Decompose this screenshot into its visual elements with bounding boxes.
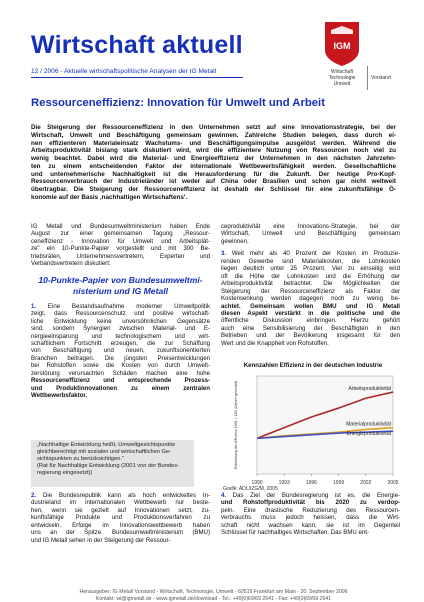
- section-subhead: [31, 275, 210, 297]
- x-tick-label: 2002: [360, 480, 372, 486]
- text-line: kunftsfähige Produkte und Produktionsverfahren zu: [31, 514, 210, 522]
- title-rule: [31, 77, 243, 78]
- text-line: dustrieland im internationalen Wettbewerb nur beste-: [31, 499, 210, 507]
- lead-line: konomie auf der Basis ‚nachhaltigen Wirtschaftens'.: [31, 193, 188, 201]
- intro-paragraph: [31, 223, 210, 268]
- right-column-bottom: [221, 492, 400, 542]
- text-line: Verbandsvertretern diskutiert:: [31, 260, 111, 268]
- text-line: Schlüssel für nachhaltiges Wirtschaften. Das BMU ent-: [221, 529, 370, 537]
- quote-box: [31, 440, 194, 487]
- text-line: gewinnen.: [221, 237, 249, 245]
- lead-paragraph: [31, 124, 396, 202]
- left-column-bottom: [31, 492, 210, 549]
- text-line: liegen deutlich unter 25 Prozent. Viel zu einseitig wird: [221, 265, 400, 273]
- text-line: Ressourceneffizienz und entsprechende Prozess-: [31, 377, 210, 385]
- point-number: 2.: [31, 492, 37, 499]
- subhead-line: 10-Punkte-Papier von Bundesumweltmi-: [38, 274, 203, 285]
- lead-line: nen effizienteren Materialeinsatz Wachstums- und Beschäftigungsimpulse ausgelöst werden. Während die: [31, 139, 396, 147]
- point-number: 1.: [31, 302, 37, 310]
- lead-line: und unternehmerische Nachhaltigkeit ist die Herausforderung für die Zukunft. Der heutige Pro-Kopf-: [31, 170, 396, 178]
- text-line: Branchen beitragen. Die jüngsten Preisentwicklungen: [31, 354, 210, 362]
- y-axis-label: Entwicklung der Effizienz 1991 = 100 (Zahlen gerundet): [234, 380, 238, 470]
- text-line: sind, sondern Synergien zwischen Material- und E-: [31, 325, 210, 333]
- chart-title: Kennzahlen Effizienz in der deutschen Industrie: [243, 362, 383, 369]
- text-line: nergieeinsparung und technologischem und wirt-: [31, 332, 210, 340]
- lead-line: Arbeitsproduktivität bislang stark diskutiert wird, wird die effizientere Nutzung von Ressourcen noch viel zu: [31, 147, 396, 155]
- point-1-paragraph: [31, 303, 210, 400]
- text-line: Eine Bestandsaufnahme moderner Umweltpolitik: [36, 302, 210, 310]
- text-line: auch eine Sensibilisierung der Beschäftigten in den: [221, 324, 400, 332]
- series-label: Arbeitsproduktivität: [348, 386, 391, 393]
- quote-line: (Rat für Nachhaltige Entwicklung (2001 von der Bundes-: [37, 463, 179, 469]
- lead-line: Ressourcenverbrauch der Industrieländer ist weder auf China oder Brasilien und schon gar nicht weltweit: [31, 178, 396, 186]
- text-line: und IG Metall sehen in der Steigerung der Ressour-: [31, 536, 171, 544]
- text-line: oft die Höhe der Lohnkosten und die Erhöhung der: [221, 272, 400, 280]
- lead-line: Wirtschaft, Umwelt und Beschäftigung gemeinsam gewinnen. Zahlreiche Studien belegen, dass durch ei-: [31, 131, 396, 139]
- text-line: Wirtschaft, Umwelt und Beschäftigung gemeinsam: [221, 230, 400, 238]
- point-number: 4.: [221, 492, 227, 499]
- department-line: Technologie: [328, 75, 356, 82]
- lead-line: ten zu einem entscheidenden Faktor der internationale Wettbewerbsfähigkeit werden. Gesellschaftliche: [31, 162, 396, 170]
- footer-line: Kontakt: wi@igmetall.de - www.igmetall.de/download - Tel.: +49(0)69/69 2641 - Fax: +49(0)69/69 2641: [95, 595, 332, 602]
- text-line: und Rohstoffproduktivität bis 2020 zu verdop-: [221, 499, 400, 507]
- text-line: peln. Eine drastische Reduzierung des Ressourcen-: [221, 506, 400, 514]
- text-line: August zur einer gemeinsamen Tagung „Ressour-: [31, 230, 210, 238]
- lead-line: Die Steigerung der Ressourceneffizienz in den Unternehmen setzt auf eine Innovationsstrategie, bei der: [31, 124, 396, 131]
- text-line: Wettbewerbsfaktor.: [31, 392, 88, 400]
- x-tick-label: 1999: [333, 480, 345, 486]
- x-tick-label: 1990: [251, 480, 263, 486]
- text-line: und Produktinnovationen zu einem zentralen: [31, 384, 210, 392]
- x-tick-label: 1996: [305, 480, 317, 486]
- series-label: Energieproduktivität: [346, 431, 391, 438]
- x-tick-label: 2005: [387, 480, 399, 486]
- vorstand-label: Vorstand: [371, 75, 391, 81]
- text-line: von Beschäftigung und neuen, zukunftsorientierten: [31, 347, 210, 355]
- subhead-line: nisterium und IG Metall: [72, 285, 169, 296]
- text-line: schaftlichem Fortschritt erzeugen, die zur Schaffung: [31, 339, 210, 347]
- text-line: schaft nicht wachsen kann, sie ist im Gegenteil: [221, 521, 400, 529]
- article-headline: Ressourceneffizienz: Innovation für Umwelt und Arbeit: [31, 97, 325, 109]
- right-column: [221, 223, 400, 352]
- text-line: achtet. Gemeinsam wollen BMU und IG Metall: [221, 302, 400, 310]
- text-line: öffentliche Diskussion einbringen. Hierzu gehört: [221, 317, 400, 325]
- continuation-paragraph: [221, 223, 400, 245]
- text-line: Das Ziel der Bundesregierung ist es, die Energie-: [226, 492, 400, 499]
- efficiency-line-chart: [229, 372, 397, 488]
- newsletter-subtitle: 12 / 2006 - Aktuelle wirtschaftspolitische Analysen der IG Metall: [31, 68, 217, 75]
- text-line: bei Rohstoffen sowie die Kosten von durch Umwelt-: [31, 362, 210, 370]
- point-4-paragraph: [221, 492, 400, 537]
- text-line: diesen Aspekt verstärkt in die politische und die: [221, 309, 400, 317]
- text-line: hen, wenn sie gezielt auf Innovationen setzt, zu-: [31, 506, 210, 514]
- text-line: Die Bundesrepublik kann als hoch entwickeltes In-: [36, 492, 210, 499]
- point-3-paragraph: [221, 250, 400, 347]
- ig-metall-logo: [323, 20, 361, 68]
- text-line: Arbeitsproduktivität betrachtet. Die Möglichkeiten der: [221, 280, 400, 288]
- quote-line: gleichberechtigt mit sozialen und wirtschaftlichen Ge-: [37, 449, 172, 455]
- text-line: IG Metall und Bundesumweltministerium haben Ende: [31, 223, 210, 230]
- text-line: verbrauchs muss jedoch heissen, dass die Wirt-: [221, 514, 400, 522]
- footer-line: Herausgeber: IG Metall Vorstand - Wirtschaft, Technologie, Umwelt - 60519 Frankfurt am Main - 20. September 2006: [79, 589, 348, 595]
- text-line: Weit mehr als 40 Prozent der Kosten im Produzie-: [226, 250, 400, 258]
- text-line: liche Entwicklung keine unversöhnlichen Gegensätze: [31, 317, 210, 325]
- point-number: 3.: [221, 250, 227, 258]
- text-line: Steigerung der Ressourceneffizienz als Faktor der: [221, 287, 400, 295]
- x-tick-label: 1993: [278, 480, 290, 486]
- text-line: zeigt, dass Ressourcenschutz und positive wirtschaft-: [31, 310, 210, 318]
- text-line: renden Gewerbe sind Materialkosten, die Lohnkosten: [221, 257, 400, 265]
- text-line: ze" ein 10-Punkte-Papier vorgestellt und mit 300 Be-: [31, 245, 210, 253]
- series-label: Materialproduktivität: [346, 421, 391, 428]
- page-footer: [31, 589, 396, 602]
- left-column: [31, 223, 210, 405]
- lead-line: übertragbar. Die Steigerung der Ressourceneffizienz ist deshalb der Schlüssel für eine zukunftsfähige Ö-: [31, 186, 396, 193]
- text-line: ceproduktivität eine Innovations-Strategie, bei der: [221, 223, 400, 230]
- text-line: Wert und die Knappheit von Rohstoffen.: [221, 339, 329, 347]
- point-2-paragraph: [31, 492, 210, 544]
- text-line: uns an der Spitze. Bundesumweltministerium (BMU): [31, 529, 210, 537]
- logo-divider: [367, 66, 368, 90]
- quote-line: sichtspunkten zu berücksichtigen.": [37, 456, 125, 462]
- text-line: zerstörung verursachten Schäden machen eine hohe: [31, 369, 210, 377]
- text-line: Kostensenkung werden dagegen noch zu wenig be-: [221, 295, 400, 303]
- department-line: Wirtschaft: [330, 69, 354, 75]
- department-line: Umwelt: [333, 81, 351, 88]
- newsletter-title: Wirtschaft aktuell: [31, 31, 243, 59]
- lead-line: wenig beachtet. Dabei wird die Material- und Energieeffizienz der Unternehmen in den nächsten Jahrzehn-: [31, 155, 396, 162]
- chart-source: Grafik: ADL/IZG/M, 2005: [223, 486, 278, 492]
- quote-line: regierung eingesetzt)): [37, 470, 93, 476]
- text-line: entwickeln. Erfolge im Innovationswettbewerb haben: [31, 521, 210, 529]
- quote-line: „Nachhaltige Entwicklung heißt, Umweltgesichtspunkte: [37, 442, 176, 448]
- svg-text:IGM: IGM: [333, 41, 351, 51]
- text-line: Betrieben und der Bevölkerung insgesamt für den: [221, 332, 400, 340]
- text-line: ceneffizienz - Innovation für Umwelt und Arbeitsplät-: [31, 237, 210, 245]
- department-lines: [316, 69, 368, 88]
- text-line: triebsräten, Unternehmensvertretern, Experten und: [31, 252, 210, 260]
